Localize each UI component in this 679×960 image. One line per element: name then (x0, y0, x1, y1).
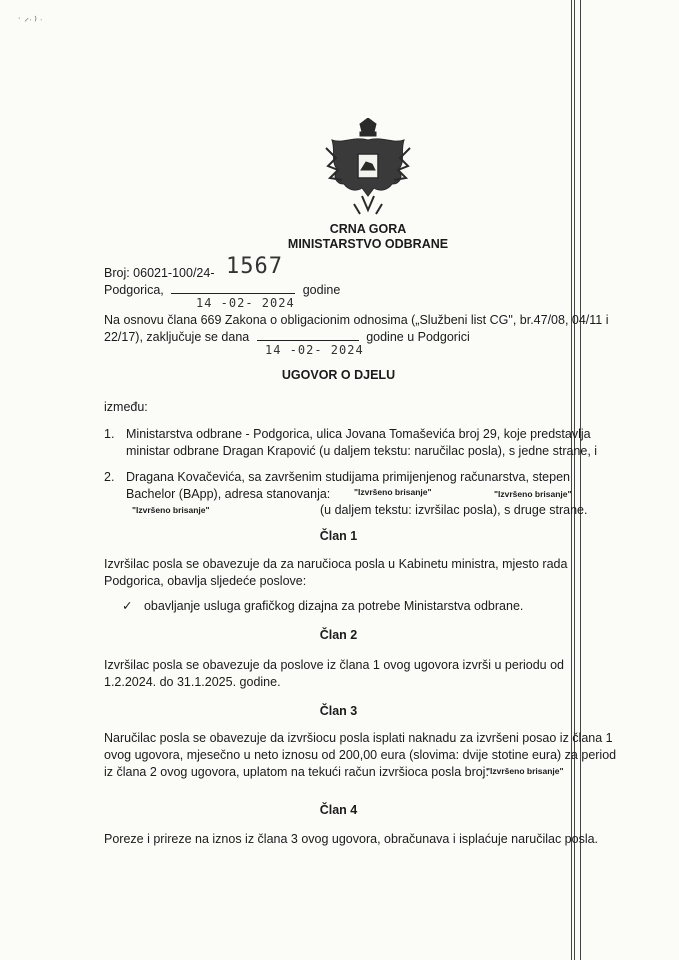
party-1-number: 1. (104, 427, 115, 441)
coat-of-arms-icon (322, 118, 414, 216)
scan-line (580, 0, 581, 960)
contract-date-blank (257, 329, 359, 341)
scan-line (574, 0, 575, 960)
check-icon: ✓ (122, 599, 133, 613)
article-4-title: Član 4 (319, 803, 358, 817)
article-3-line-2: ovog ugovora, mjesečno u neto iznosu od 200,00 eura (slovima: dvije stotine eura) za period (104, 748, 617, 762)
redacted-address-3: "Izvršeno brisanje" (132, 505, 210, 515)
intro-line-2b: godine u Podgorici (366, 330, 470, 344)
article-3-line-1: Naručilac posla se obavezuje da izvršiocu posla isplati naknadu za izvršeni posao iz člana 1 (104, 731, 613, 745)
party-1-line-1: Ministarstva odbrane - Podgorica, ulica Jovana Tomaševića broj 29, koje predstavlja (126, 427, 591, 441)
article-2-line-1: Izvršilac posla se obavezuje da poslove iz člana 1 ovog ugovora izvrši u periodu od (104, 658, 564, 672)
article-2-title: Član 2 (319, 628, 358, 642)
party-2-line-2: Bachelor (BApp), adresa stanovanja: (126, 487, 331, 501)
godine-label: godine (302, 283, 341, 297)
ministry-name: MINISTARSTVO ODBRANE (287, 237, 449, 251)
country-name: CRNA GORA (329, 222, 407, 236)
place-label: Podgorica, (104, 283, 164, 297)
article-2-line-2: 1.2.2024. do 31.1.2025. godine. (104, 675, 281, 689)
party-2-line-3: (u daljem tekstu: izvršilac posla), s druge strane. (320, 503, 588, 517)
document-title: UGOVOR O DJELU (281, 368, 396, 382)
handwritten-date: 14 -02- 2024 (196, 296, 295, 310)
article-4-line-1: Poreze i prireze na iznos iz člana 3 ovog ugovora, obračunava i isplaćuje naručilac posla. (104, 832, 599, 846)
article-1-title: Član 1 (319, 529, 358, 543)
article-3-title: Član 3 (319, 704, 358, 718)
intro-line-1: Na osnovu člana 669 Zakona o obligacionim odnosima („Službeni list CG", br.47/08, 04/11 i (104, 313, 609, 327)
article-3-line-3: iz člana 2 ovog ugovora, uplatom na tekući račun izvršioca posla broj: (104, 765, 489, 779)
date-blank (171, 282, 295, 294)
intro-line-2a: 22/17), zaključuje se dana (104, 330, 250, 344)
party-2-number: 2. (104, 470, 115, 484)
article-1-line-2: Podgorica, obavlja sljedeće poslove: (104, 574, 307, 588)
handwritten-number: 1567 (226, 254, 283, 279)
between-label: između: (104, 400, 148, 414)
party-1-line-2: ministar odbrane Dragan Krapović (u daljem tekstu: naručilac posla), s jedne strane, i (126, 444, 598, 458)
article-1-bullet: obavljanje usluga grafičkog dizajna za potrebe Ministarstva odbrane. (143, 599, 524, 613)
article-1-line-1: Izvršilac posla se obavezuje da za naručioca posla u Kabinetu ministra, mjesto rada (104, 557, 568, 571)
party-2-line-1: Dragana Kovačevića, sa završenim studijama primijenjenog računarstva, stepen (126, 470, 570, 484)
redacted-address-1: "Izvršeno brisanje" (354, 487, 432, 497)
redacted-address-2: "Izvršeno brisanje" (494, 489, 572, 499)
redacted-account: "Izvršeno brisanje" (486, 766, 564, 776)
document-number-label: Broj: 06021-100/24- (104, 266, 215, 280)
corner-mark: ˙ ⸍ˑ ⁾ ˑ (18, 17, 43, 28)
handwritten-date-2: 14 -02- 2024 (265, 343, 364, 357)
